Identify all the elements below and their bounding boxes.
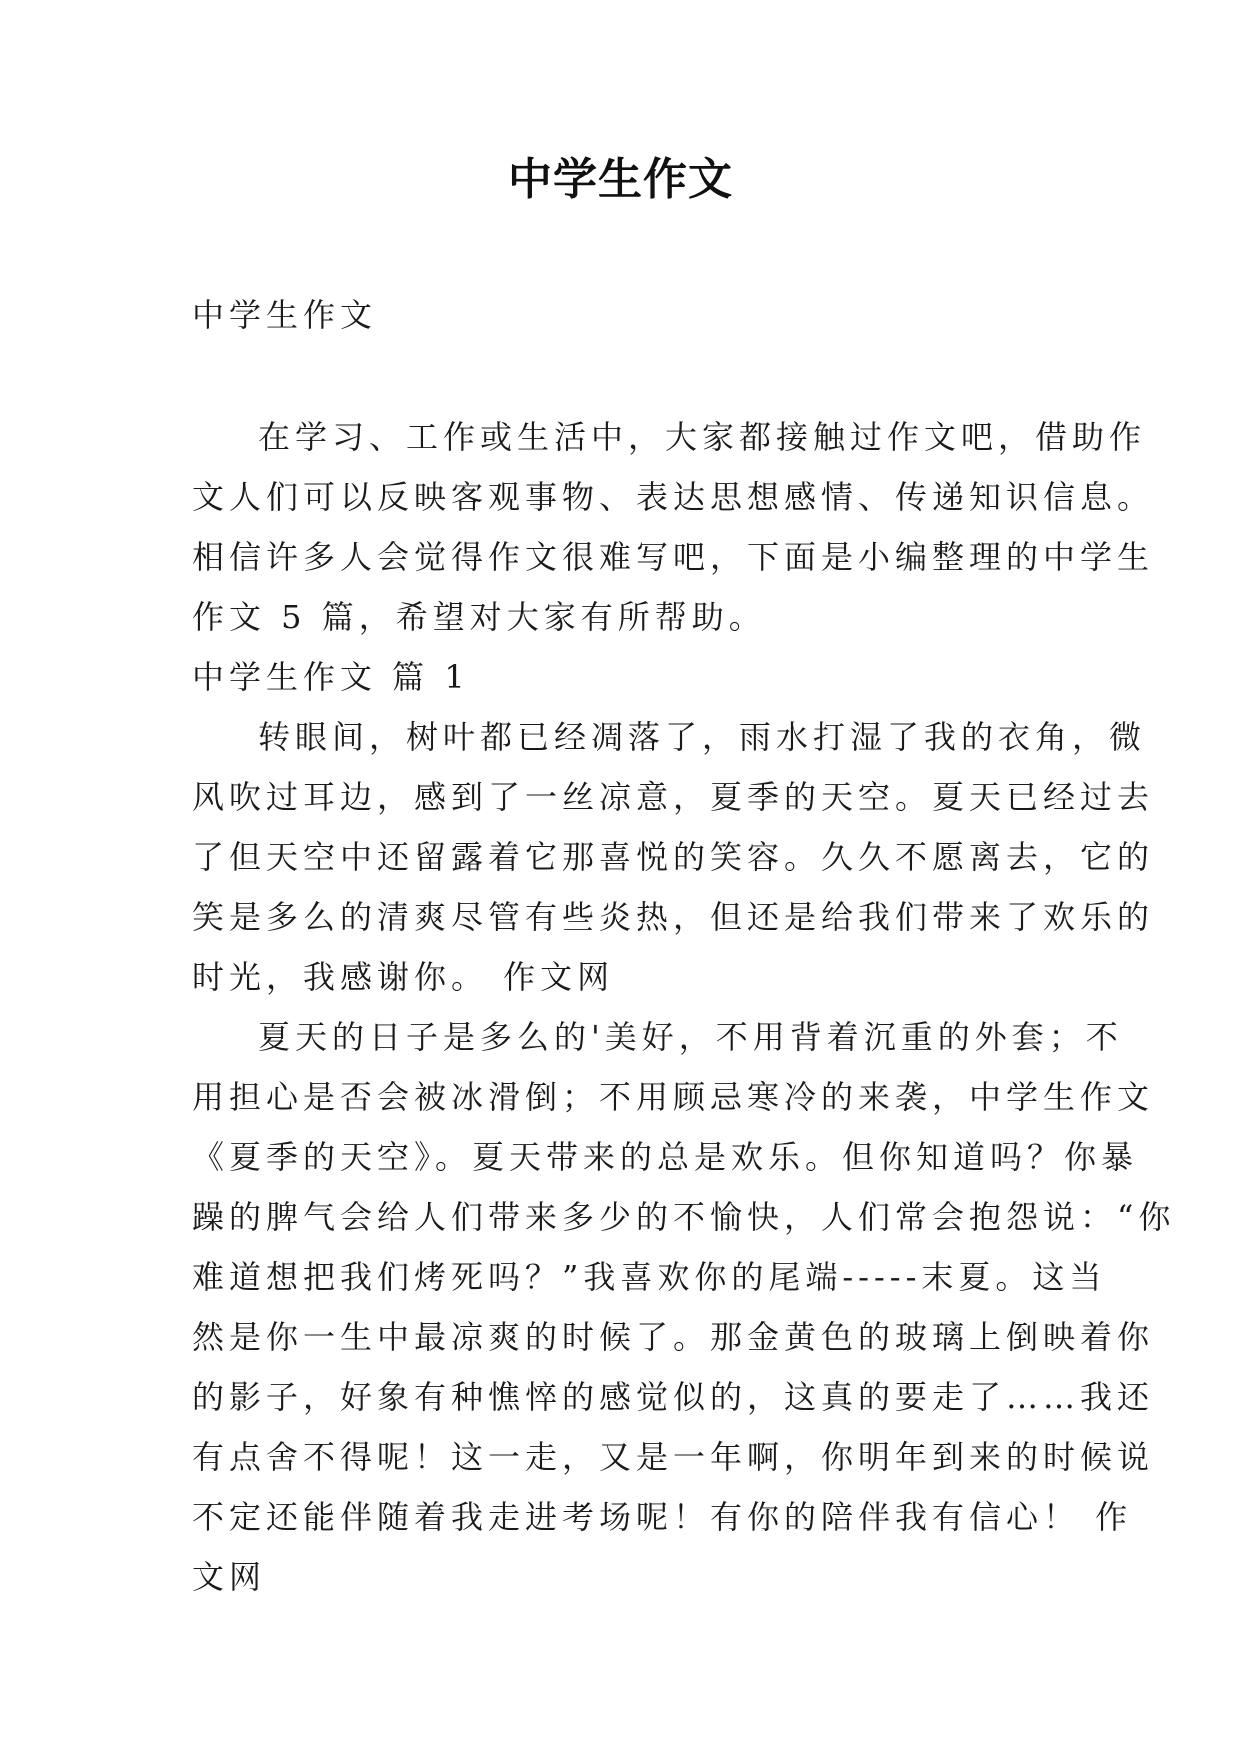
paragraph-2 [192, 1007, 1176, 1607]
paragraph-line: 笑是多么的清爽尽管有些炎热，但还是给我们带来了欢乐的 [192, 898, 1155, 936]
section-heading: 中学生作文 篇 1 [192, 658, 470, 696]
paragraph-1 [192, 707, 1155, 1007]
paragraph-line: 难道想把我们烤死吗？”我喜欢你的尾端-----末夏。这当 [192, 1258, 1107, 1296]
intro-line: 作文 5 篇，希望对大家有所帮助。 [192, 598, 766, 636]
paragraph-line: 不定还能伴随着我走进考场呢！有你的陪伴我有信心！ 作 [192, 1498, 1133, 1536]
intro-line: 相信许多人会觉得作文很难写吧，下面是小编整理的中学生 [192, 538, 1155, 576]
intro-line: 在学习、工作或生活中，大家都接触过作文吧，借助作 [258, 418, 1147, 456]
paragraph-line: 用担心是否会被冰滑倒；不用顾忌寒冷的来袭，中学生作文 [192, 1078, 1155, 1116]
paragraph-line: 夏天的日子是多么的'美好，不用背着沉重的外套；不 [258, 1018, 1123, 1056]
document-body [192, 285, 1176, 1607]
paragraph-line: 时光，我感谢你。 作文网 [192, 958, 615, 996]
paragraph-line: 《夏季的天空》。夏天带来的总是欢乐。但你知道吗？你暴 [192, 1138, 1139, 1176]
paragraph-line: 转眼间，树叶都已经凋落了，雨水打湿了我的衣角，微 [258, 718, 1147, 756]
paragraph-line: 文网 [192, 1558, 267, 1596]
paragraph-line: 躁的脾气会给人们带来多少的不愉快，人们常会抱怨说：“你 [192, 1198, 1176, 1236]
paragraph-line: 然是你一生中最凉爽的时候了。那金黄色的玻璃上倒映着你 [192, 1318, 1155, 1356]
document-subtitle: 中学生作文 [192, 296, 378, 334]
blank-gap [192, 345, 1072, 407]
paragraph-line: 的影子，好象有种憔悴的感觉似的，这真的要走了……我还 [192, 1378, 1155, 1416]
paragraph-line: 了但天空中还留露着它那喜悦的笑容。久久不愿离去，它的 [192, 838, 1155, 876]
intro-paragraph [192, 407, 1155, 647]
paragraph-line: 有点舍不得呢！这一走，又是一年啊，你明年到来的时候说 [192, 1438, 1155, 1476]
intro-line: 文人们可以反映客观事物、表达思想感情、传递知识信息。 [192, 478, 1155, 516]
document-title: 中学生作文 [508, 154, 733, 205]
paragraph-line: 风吹过耳边，感到了一丝凉意，夏季的天空。夏天已经过去 [192, 778, 1155, 816]
